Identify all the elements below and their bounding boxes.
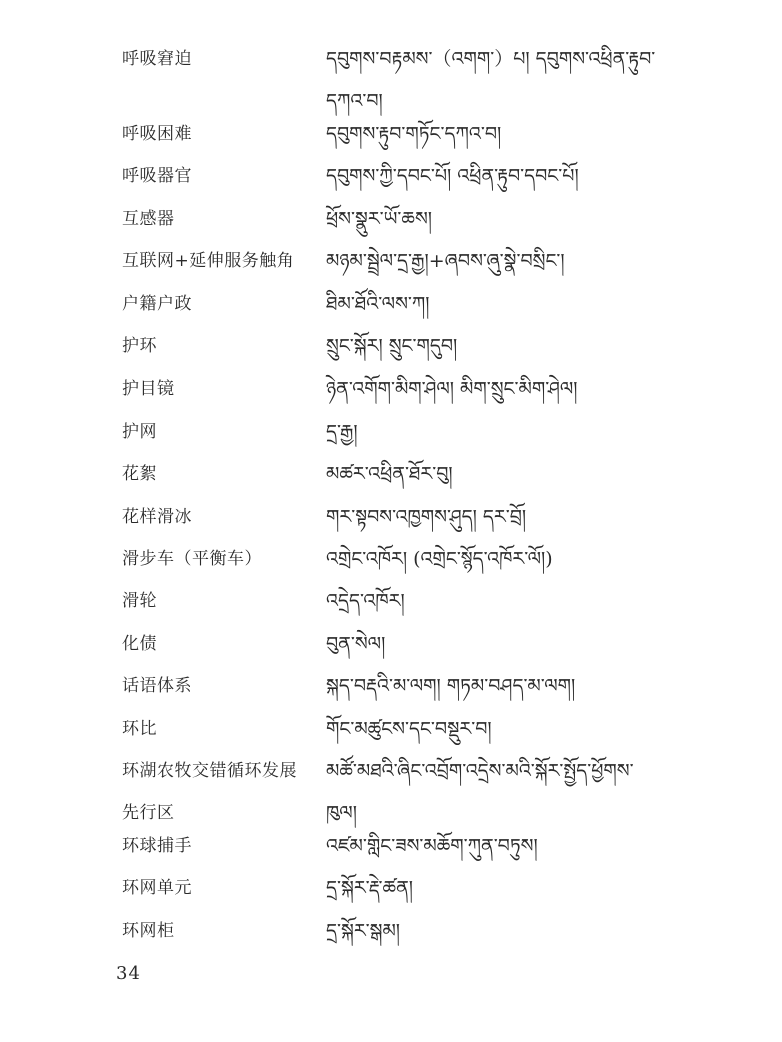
page-number: 34 [116,963,141,984]
tibetan-term: བུན་སེལ། [326,633,386,655]
tibetan-term: དབུགས་བརྟམས་（འགག་）པ། དབུགས་འཕྲིན་རྟུབ་དཀའ་བ། [326,48,656,112]
chinese-term: 环比 [122,719,157,739]
tibetan-term: སྲུང་སྐོར། སྲུང་གདུབ། [326,335,458,357]
chinese-term: 环湖农牧交错循环发展先行区 [122,761,297,823]
tibetan-term: དྲ་སྐོར་རྡེ་ཚན། [326,877,413,899]
chinese-term: 环网单元 [122,878,192,898]
chinese-term: 护环 [122,336,157,356]
tibetan-term: གར་སྟབས་འཁྱགས་ཤུད། དར་བྲོ། [326,506,527,528]
chinese-term: 滑步车（平衡车） [122,549,262,569]
tibetan-term: དབུགས་རྟུབ་གཏོང་དཀའ་བ། [326,123,502,145]
tibetan-term: ཐིམ་ཐོའི་ལས་ཀ། [326,293,430,315]
chinese-term: 护目镜 [122,379,175,399]
chinese-term: 环球捕手 [122,836,192,856]
tibetan-term: ཕྲོས་སྣུར་ཡོ་ཆས། [326,208,432,230]
chinese-term: 互感器 [122,209,175,229]
chinese-term: 环网柜 [122,921,175,941]
tibetan-term: མཉམ་སྦྲེལ་དྲ་རྒྱ།+ཞབས་ཞུ་སྣེ་བསྲིང་། [326,250,565,272]
tibetan-term: སྐད་བརྡའི་མ་ལག། གཏམ་བཤད་མ་ལག། [326,675,576,697]
chinese-term: 互联网+延伸服务触角 [122,251,295,271]
tibetan-term: དྲ་རྒྱ། [326,421,358,443]
tibetan-term: འཛམ་གླིང་ཟས་མཆོག་ཀུན་བཏུས། [326,835,538,857]
chinese-term: 花絮 [122,464,157,484]
chinese-term: 呼吸器官 [122,166,192,186]
tibetan-term: མཚར་འཕྲིན་ཐོར་བུ། [326,463,453,485]
chinese-term: 话语体系 [122,676,192,696]
tibetan-term: གོང་མཚུངས་དང་བསྡུར་བ། [326,718,492,740]
chinese-term: 化债 [122,634,157,654]
chinese-term: 花样滑冰 [122,507,192,527]
chinese-term: 护网 [122,422,157,442]
chinese-term: 呼吸窘迫 [122,49,192,69]
tibetan-term: འགྲེང་འཁོར། (འགྲེང་སྙོད་འཁོར་ལོ།) [326,548,553,570]
tibetan-term: དབུགས་ཀྱི་དབང་པོ། འཕྲིན་རྟུབ་དབང་པོ། [326,165,579,187]
tibetan-term: མཚོ་མཐའི་ཞིང་འབྲོག་འདྲེས་མའི་སྐོར་སྤྱོད་ཕྱོགས་ཁུལ། [326,760,634,824]
tibetan-term: དྲ་སྐོར་སྒམ། [326,920,401,942]
chinese-term: 滑轮 [122,591,157,611]
tibetan-term: འདྲེད་འཁོར། [326,590,405,612]
chinese-term: 户籍户政 [122,294,192,314]
chinese-term: 呼吸困难 [122,124,192,144]
tibetan-term: ཉེན་འགོག་མིག་ཤེལ། མིག་སྲུང་མིག་ཤེལ། [326,378,578,400]
